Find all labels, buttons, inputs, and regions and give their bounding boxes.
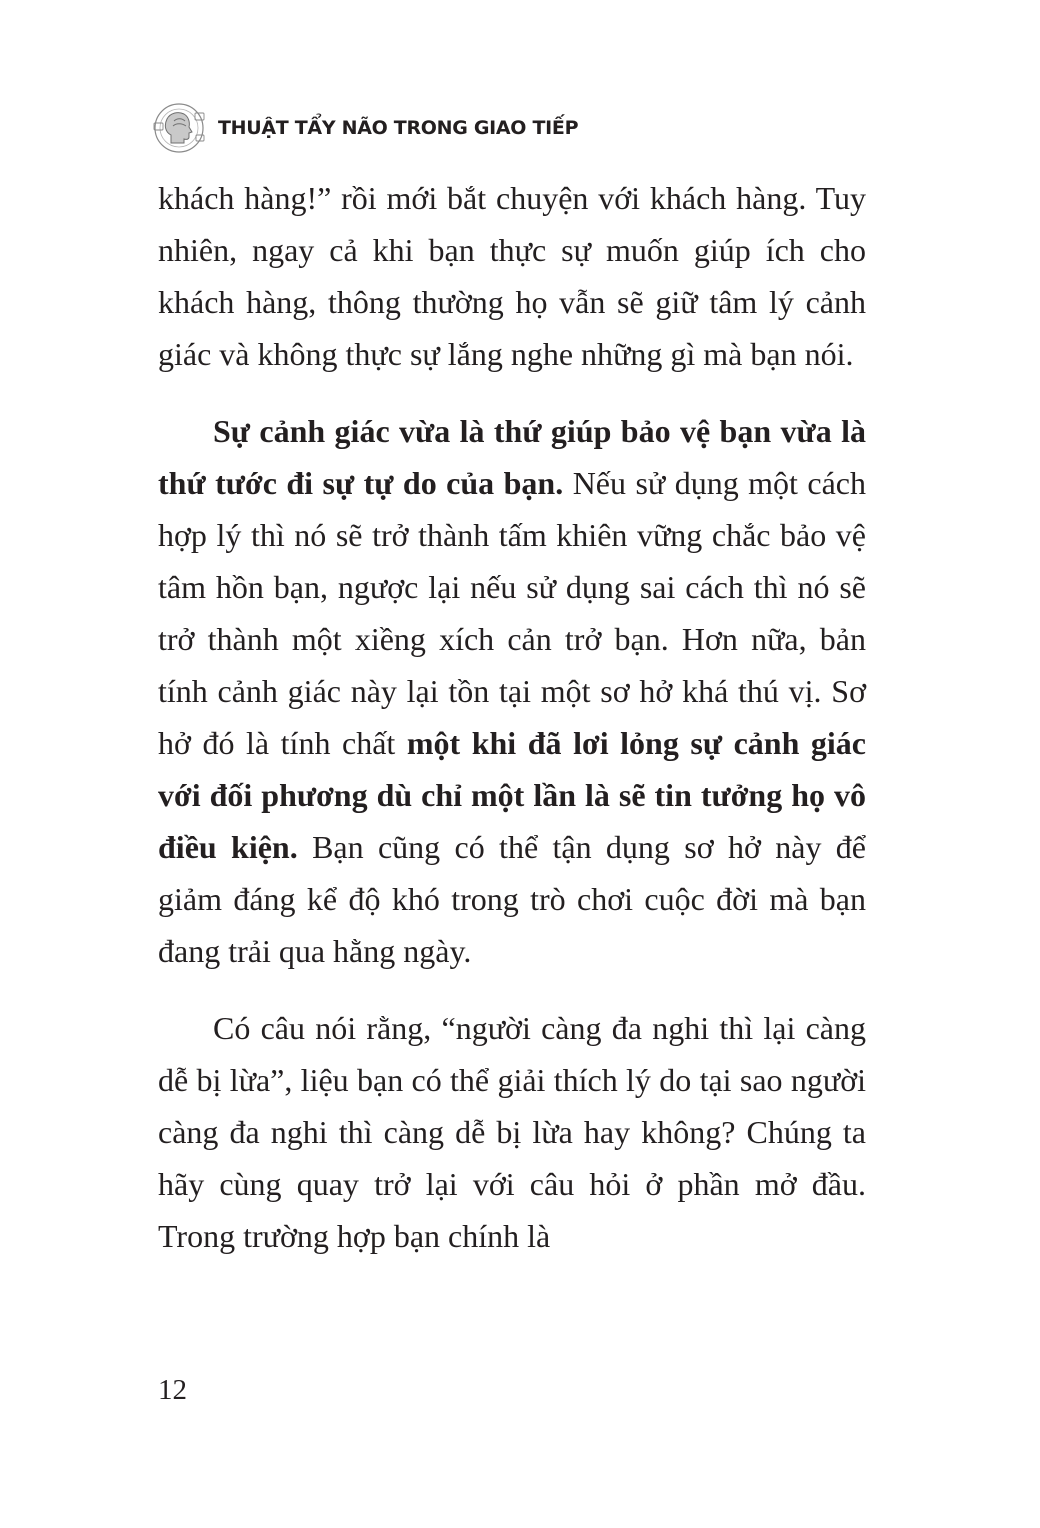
paragraph-2-text-2: Bạn cũng có thể tận dụng sơ hở này để giảm đáng kể độ khó trong trò chơi cuộc đời mà bạn đang trải qua hằng ngày. bbox=[158, 829, 866, 969]
paragraph-1 bbox=[158, 172, 866, 380]
page-number: 12 bbox=[158, 1374, 187, 1406]
paragraph-2 bbox=[158, 405, 866, 977]
page-body bbox=[158, 172, 866, 1287]
emphasis-text-1: Sự cảnh giác vừa là thứ giúp bảo vệ bạn vừa là thứ tước đi sự tự do của bạn. bbox=[158, 413, 866, 501]
paragraph-1-text: khách hàng!” rồi mới bắt chuyện với khách hàng. Tuy nhiên, ngay cả khi bạn thực sự muốn giúp ích cho khách hàng, thông thường họ vẫn sẽ giữ tâm lý cảnh giác và không thực sự lắng nghe những gì mà bạn nói. bbox=[158, 180, 866, 372]
running-header bbox=[152, 96, 578, 160]
paragraph-3-text: Có câu nói rằng, “người càng đa nghi thì lại càng dễ bị lừa”, liệu bạn có thể giải thích lý do tại sao người càng đa nghi thì càng dễ bị lừa hay không? Chúng ta hãy cùng quay trở lại với câu hỏi ở phần mở đầu. Trong trường hợp bạn chính là bbox=[158, 1010, 866, 1254]
book-title: THUẬT TẨY NÃO TRONG GIAO TIẾP bbox=[218, 117, 579, 139]
paragraph-3 bbox=[158, 1002, 866, 1262]
paragraph-2-text-1: Nếu sử dụng một cách hợp lý thì nó sẽ trở thành tấm khiên vững chắc bảo vệ tâm hồn bạn, ngược lại nếu sử dụng sai cách thì nó sẽ trở thành một xiềng xích cản trở bạn. Hơn nữa, bản tính cảnh giác này lại tồn tại một sơ hở khá thú vị. Sơ hở đó là tính chất bbox=[158, 465, 867, 761]
emphasis-text-2: một khi đã lơi lỏng sự cảnh giác với đối phương dù chỉ một lần là sẽ tin tưởng họ vô điều kiện. bbox=[158, 725, 867, 865]
head-profile-icon bbox=[152, 99, 206, 157]
